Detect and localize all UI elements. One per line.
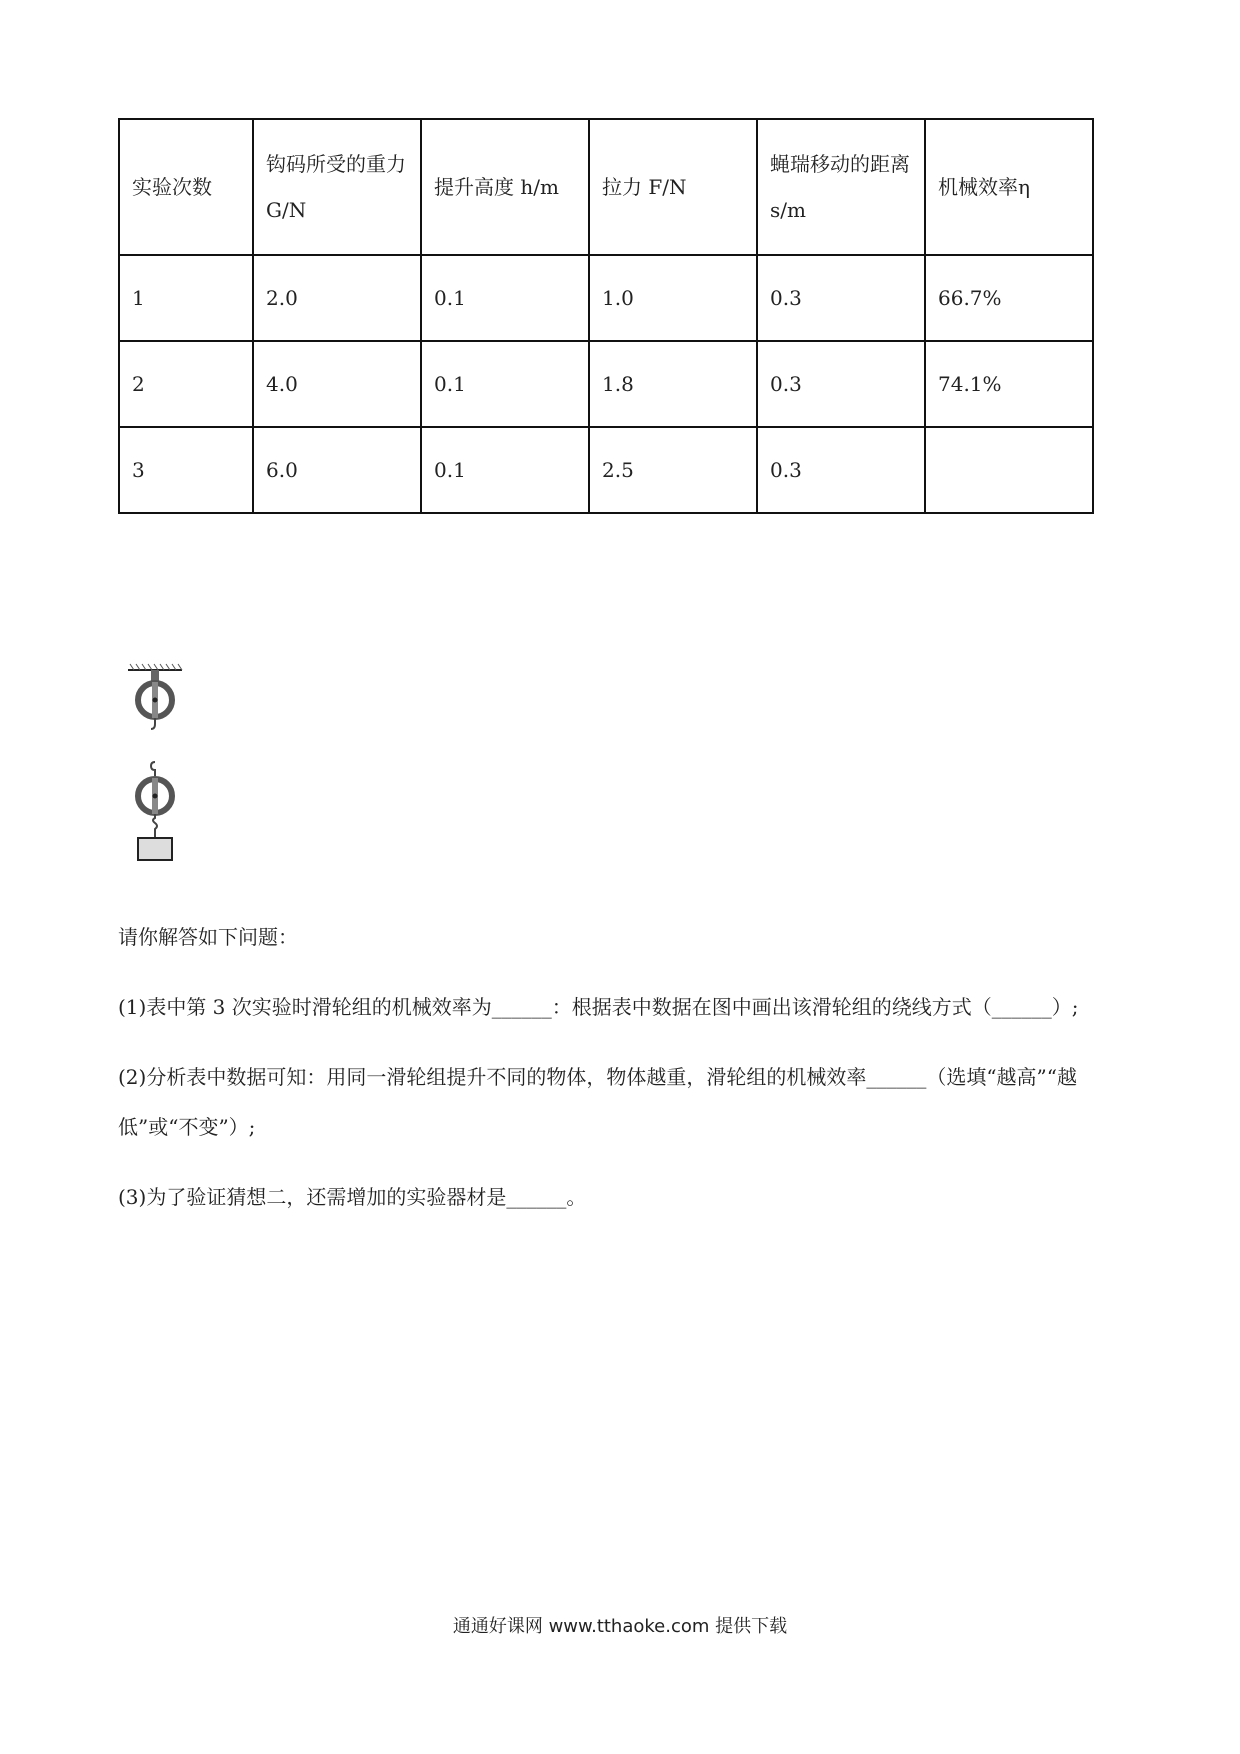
cell: 66.7%	[925, 255, 1093, 341]
table-row	[119, 341, 1093, 427]
header-weight: 钩码所受的重力 G/N	[253, 119, 421, 255]
questions	[118, 912, 1128, 1242]
table-row	[119, 255, 1093, 341]
cell: 0.3	[757, 427, 925, 513]
pulley-diagram	[118, 662, 208, 882]
cell: 2.5	[589, 427, 757, 513]
table-header-row	[119, 119, 1093, 255]
cell: 4.0	[253, 341, 421, 427]
fixed-pulley	[138, 670, 172, 729]
ceiling	[128, 664, 182, 670]
header-efficiency: 机械效率η	[925, 119, 1093, 255]
cell: 0.1	[421, 341, 589, 427]
question-3: (3)为了验证猜想二，还需增加的实验器材是______。	[118, 1185, 587, 1209]
cell: 1.8	[589, 341, 757, 427]
header-trial: 实验次数	[119, 119, 253, 255]
question-1: (1)表中第 3 次实验时滑轮组的机械效率为______：根据表中数据在图中画出该滑轮组的绕线方式（______）;	[118, 995, 1079, 1019]
cell: 74.1%	[925, 341, 1093, 427]
question-2: (2)分析表中数据可知：用同一滑轮组提升不同的物体，物体越重，滑轮组的机械效率______（选填“越高”“越低”或“不变”）;	[118, 1065, 1078, 1139]
cell: 6.0	[253, 427, 421, 513]
cell: 3	[119, 427, 253, 513]
header-height: 提升高度 h/m	[421, 119, 589, 255]
cell: 0.1	[421, 255, 589, 341]
cell	[925, 427, 1093, 513]
cell: 2	[119, 341, 253, 427]
cell: 1	[119, 255, 253, 341]
cell: 1.0	[589, 255, 757, 341]
questions-intro: 请你解答如下问题：	[118, 925, 298, 949]
header-distance: 蝇瑞移动的距离 s/m	[757, 119, 925, 255]
experiment-table	[118, 118, 1094, 514]
table-row	[119, 427, 1093, 513]
movable-pulley	[138, 762, 172, 837]
cell: 0.3	[757, 341, 925, 427]
cell: 0.1	[421, 427, 589, 513]
page-footer: 通通好课网 www.tthaoke.com 提供下载	[452, 1616, 788, 1637]
cell: 2.0	[253, 255, 421, 341]
cell: 0.3	[757, 255, 925, 341]
weight-block	[138, 838, 172, 860]
header-force: 拉力 F/N	[589, 119, 757, 255]
